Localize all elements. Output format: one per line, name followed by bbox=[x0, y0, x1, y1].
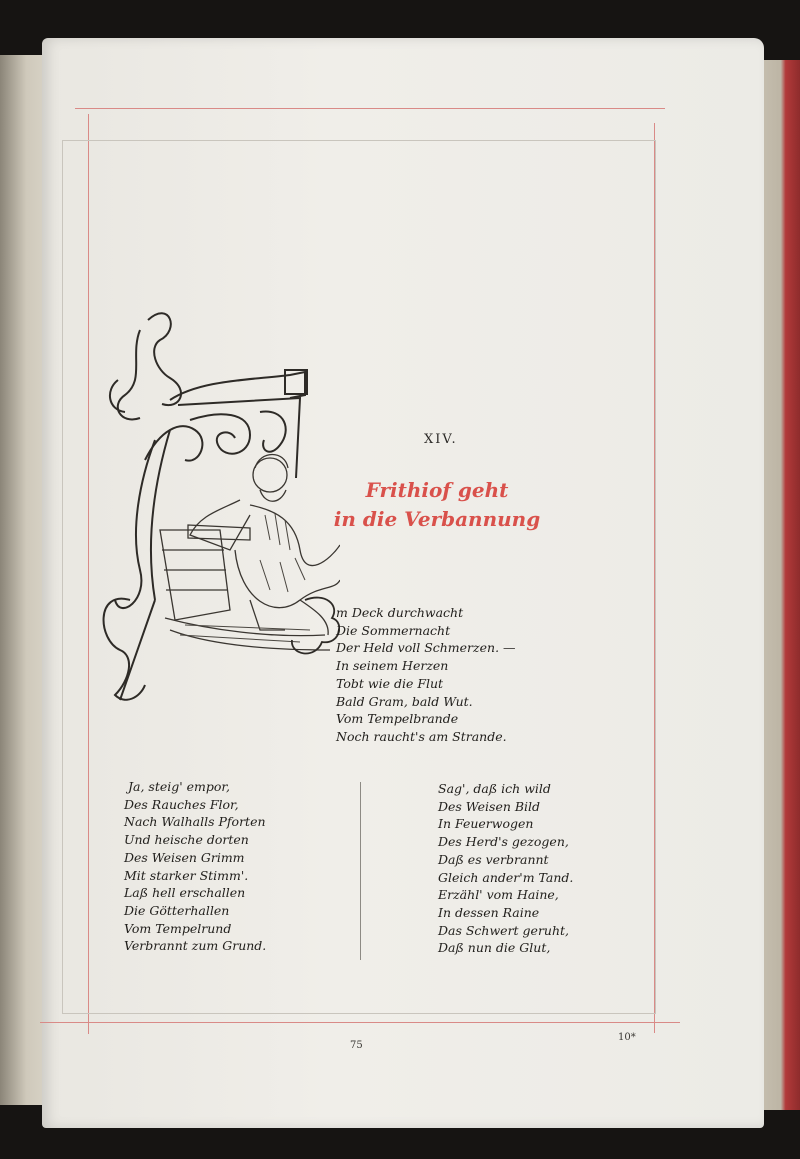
verse-line: m Deck durchwacht bbox=[336, 605, 464, 620]
verse-line: Noch raucht's am Strande. bbox=[336, 728, 507, 744]
left-stanza-column bbox=[124, 778, 266, 955]
verse-line: In dessen Raine bbox=[438, 904, 540, 920]
verse-line: Nach Walhalls Pforten bbox=[124, 814, 266, 830]
verse-line: Das Schwert geruht, bbox=[438, 922, 570, 938]
verse-line: Des Weisen Bild bbox=[438, 798, 541, 814]
verse-line: Mit starker Stimm'. bbox=[124, 867, 249, 883]
verse-line: Des Weisen Grimm bbox=[124, 849, 245, 865]
right-stanza-column bbox=[438, 780, 573, 957]
frame-rule-bottom bbox=[40, 1022, 680, 1023]
verse-line: Sag', daß ich wild bbox=[438, 781, 551, 796]
verse-line: Vom Tempelrund bbox=[124, 920, 232, 936]
verse-line: Des Herd's gezogen, bbox=[438, 834, 569, 850]
verse-line: Verbrannt zum Grund. bbox=[124, 938, 267, 954]
verse-line: Die Götterhallen bbox=[124, 902, 230, 918]
previous-page-edge bbox=[0, 55, 48, 1105]
frame-rule-top bbox=[75, 108, 665, 109]
verse-line: In seinem Herzen bbox=[336, 658, 449, 674]
verse-line: Ja, steig' empor, bbox=[128, 779, 231, 794]
chapter-title-line: Frithiof geht bbox=[365, 478, 509, 502]
intro-stanza bbox=[336, 604, 516, 746]
verse-line: Der Held voll Schmerzen. — bbox=[336, 640, 516, 656]
verse-line: Vom Tempelbrande bbox=[336, 711, 459, 727]
decorated-initial-illustration bbox=[100, 300, 340, 710]
verse-line: Des Rauches Flor, bbox=[124, 796, 239, 812]
verse-line: Die Sommernacht bbox=[336, 622, 451, 638]
chapter-title-line: in die Verbannung bbox=[333, 507, 541, 531]
verse-line: Und heische dorten bbox=[124, 832, 249, 848]
verse-line: Erzähl' vom Haine, bbox=[438, 887, 559, 903]
column-divider bbox=[360, 782, 361, 960]
verse-line: Tobt wie die Flut bbox=[336, 675, 444, 691]
page-number: 75 bbox=[350, 1040, 363, 1051]
verse-line: In Feuerwogen bbox=[438, 816, 534, 832]
verse-line: Daß es verbrannt bbox=[438, 851, 549, 867]
chapter-number: XIV. bbox=[424, 432, 458, 447]
verse-line: Bald Gram, bald Wut. bbox=[336, 693, 473, 709]
verse-line: Gleich ander'm Tand. bbox=[438, 869, 574, 885]
signature-mark: 10* bbox=[618, 1032, 636, 1043]
verse-line: Laß hell erschallen bbox=[124, 885, 246, 901]
verse-line: Daß nun die Glut, bbox=[438, 940, 551, 956]
chapter-title bbox=[332, 476, 542, 534]
